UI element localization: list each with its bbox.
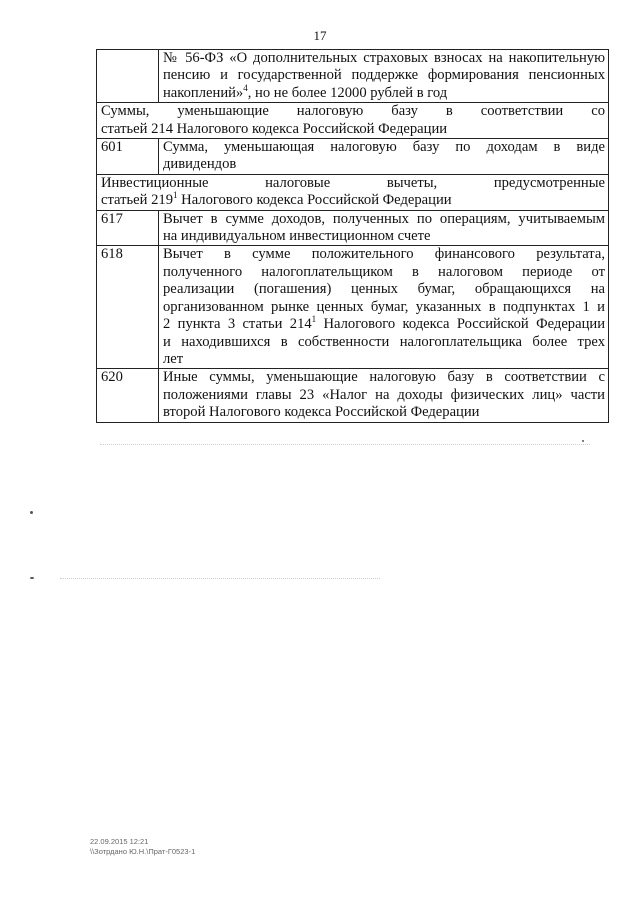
text-line: дивидендов	[163, 156, 237, 173]
table-row	[97, 369, 609, 422]
superscript: 1	[311, 314, 317, 325]
section-header-cell	[97, 103, 609, 139]
text-line	[163, 316, 605, 333]
text-fragment: 2 пункта 3 статьи 214	[163, 316, 312, 333]
text-fragment: статьей 219	[101, 192, 173, 209]
text-line: второй Налогового кодекса Российской Федерации	[163, 404, 480, 421]
code-cell: 620	[97, 369, 159, 422]
text-line: Суммы, уменьшающие налоговую базу в соответствии со	[101, 103, 605, 120]
text-fragment: Налогового кодекса Российской Федерации	[177, 192, 452, 209]
description-cell	[159, 246, 609, 369]
text-line: пенсию и государственной поддержке формирования пенсионных	[163, 67, 605, 84]
description-cell	[159, 50, 609, 103]
text-line: Вычет в сумме положительного финансового результата,	[163, 246, 605, 263]
text-line: Сумма, уменьшающая налоговую базу по доходам в виде	[163, 139, 605, 156]
code-cell	[97, 50, 159, 103]
table-row	[97, 246, 609, 369]
table-row	[97, 139, 609, 175]
code-cell: 601	[97, 139, 159, 175]
text-line: реализации (погашения) ценных бумаг, обращающихся на	[163, 281, 605, 298]
text-line: Инвестиционные налоговые вычеты, предусмотренные	[101, 174, 605, 191]
text-fragment: , но не более 12000 рублей в год	[247, 84, 448, 101]
scan-speck	[30, 577, 34, 579]
scan-speck	[582, 440, 584, 442]
scan-artifact-line	[60, 578, 380, 579]
text-line: и находившихся в собственности налогоплательщика более трех	[163, 333, 605, 350]
text-fragment: Налогового кодекса Российской Федерации	[316, 316, 606, 333]
text-line: организованном рынке ценных бумаг, указанных в подпунктах 1 и	[163, 298, 605, 315]
text-line: статьей 214 Налогового кодекса Российской Федерации	[101, 120, 448, 137]
code-cell: 618	[97, 246, 159, 369]
section-header-cell	[97, 174, 609, 210]
table-row	[97, 210, 609, 246]
text-line: на индивидуальном инвестиционном счете	[163, 228, 431, 245]
text-line: положениями главы 23 «Налог на доходы физических лиц» части	[163, 386, 605, 403]
code-cell: 617	[97, 210, 159, 246]
text-line	[163, 82, 605, 102]
footer-stamp	[90, 837, 195, 857]
income-deduction-codes-table	[96, 49, 609, 423]
text-fragment: накоплений»	[163, 84, 244, 101]
table-row	[97, 50, 609, 103]
section-header-row	[97, 103, 609, 139]
scan-artifact-line	[100, 444, 590, 445]
text-line	[101, 192, 605, 209]
text-line: № 56-ФЗ «О дополнительных страховых взносах на накопительную	[163, 50, 605, 66]
description-cell	[159, 369, 609, 422]
description-cell	[159, 210, 609, 246]
footer-file-path: \\Зотрдано Ю.Н.\Прат-Г0523-1	[90, 847, 196, 856]
superscript: 1	[173, 190, 178, 201]
text-line: лет	[163, 350, 184, 367]
description-cell	[159, 139, 609, 175]
footnote-ref: 4	[243, 82, 248, 93]
page-number: 17	[313, 28, 327, 43]
text-line: Вычет в сумме доходов, полученных по операциям, учитываемым	[163, 210, 605, 227]
scan-speck	[30, 511, 33, 514]
section-header-row	[97, 174, 609, 210]
footer-timestamp: 22.09.2015 12:21	[90, 837, 149, 846]
text-line: полученного налогоплательщиком в налоговом периоде от	[163, 263, 605, 280]
text-line: Иные суммы, уменьшающие налоговую базу в соответствии с	[163, 369, 605, 386]
